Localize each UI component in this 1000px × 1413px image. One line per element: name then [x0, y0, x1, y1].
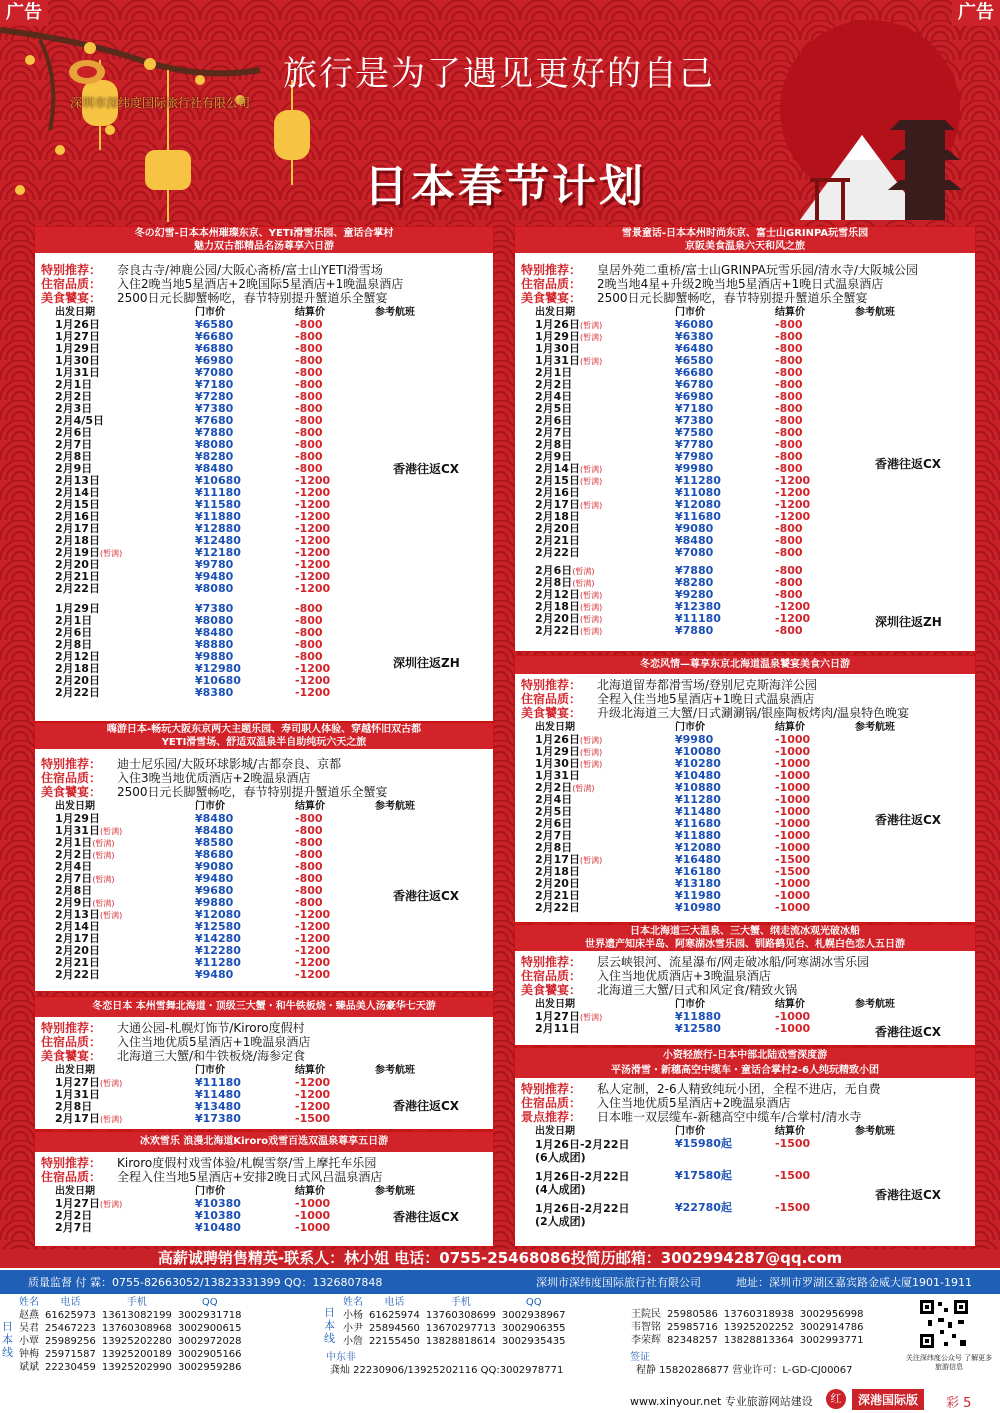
group-label: 日本线	[2, 1320, 13, 1359]
flight-label: 香港往返CX	[393, 1099, 460, 1113]
table-row: 1月30日(暂满) ¥10280 -1000	[535, 757, 811, 770]
table-row: 2月15日 ¥11580 -1200	[55, 498, 331, 511]
table-row: 2月14日 ¥12580 -1200	[55, 920, 331, 933]
table-row: 2月2日 ¥10380 -1000	[55, 1209, 331, 1222]
footer-bar	[0, 1272, 1000, 1294]
tour-title: 嗨游日本-畅玩大阪东京两大主题乐园、寿司职人体验、穿越怀旧双古都 YETI滑雪场、舒适双温泉半自助纯玩六天之旅	[35, 723, 493, 749]
table-row: 2月18日 ¥16180 -1500	[535, 865, 811, 878]
tour-title: 小资轻旅行-日本中部北陆戏雪深度游 平汤滑雪・新穗高空中缆车・童话合掌村2-6人纯玩精致小团	[515, 1048, 975, 1078]
special-text: 皇居外苑二重桥/富士山GRINPA玩雪乐园/清水寺/大阪城公园	[597, 263, 918, 277]
hotel-text: 入住2晚当地5星酒店+2晚国际5星酒店+1晚温泉酒店	[117, 277, 404, 291]
table-row: 2月7日(暂满) ¥9480 -800	[55, 872, 323, 885]
table-row: 2月4日 ¥9080 -800	[55, 860, 323, 873]
table-row: 2月6日 ¥7380 -800	[535, 414, 803, 427]
food-text: 2500日元长脚蟹畅吃，春节特别提升蟹道乐全蟹宴	[117, 785, 388, 799]
table-header: 出发日期 门市价 结算价 参考航班	[55, 307, 415, 318]
food-text: 升级北海道三大蟹/日式涮涮锅/银座陶板烤肉/温泉特色晚宴	[597, 706, 910, 720]
table-row: 2月22日 ¥8080 -1200	[55, 582, 331, 595]
hotel-text: 入住3晚当地优质酒店+2晚温泉酒店	[117, 771, 311, 785]
page-title: 日本春节计划	[364, 161, 646, 212]
hotel-text: 入住当地优质酒店+3晚温泉酒店	[597, 969, 771, 983]
table-row: 2月17日(暂满) ¥16480 -1500	[535, 853, 811, 866]
table-row: 2月15日(暂满) ¥11280 -1200	[535, 474, 811, 487]
table-row: 2月14日 ¥11180 -1200	[55, 486, 331, 499]
table-row: 2月1日 ¥6680 -800	[535, 366, 803, 379]
hotel-text: 2晚当地4星+升级2晚当地5星酒店+1晚日式温泉酒店	[597, 277, 884, 291]
table-header: 出发日期 门市价 结算价 参考航班	[535, 1126, 895, 1137]
table-row: 2月9日 ¥8480 -800	[55, 462, 323, 475]
table-row: 2月1日 ¥7180 -800	[55, 378, 323, 391]
special-text: 奈良古寺/神鹿公园/大阪心斋桥/富士山YETI滑雪场	[117, 263, 383, 277]
special-text: 私人定制，2-6人精致纯玩小团，全程不进店，无自费	[597, 1082, 881, 1096]
table-row: 2月6日 ¥7880 -800	[55, 426, 323, 439]
table-row: 2月19日(暂满) ¥12180 -1200	[55, 546, 331, 559]
table-row: 2月14日(暂满) ¥9980 -800	[535, 462, 803, 475]
quality-line: 质量监督 付 霖：0755-82663052/13823331399 QQ：1326807848	[28, 1276, 383, 1289]
table-row: 1月31日 ¥7080 -800	[55, 366, 323, 379]
table-row: 1月26日 ¥6580 -800	[55, 318, 323, 331]
hotel-text: 全程入住当地5星酒店+1晚日式温泉酒店	[597, 692, 815, 706]
table-row: 2月17日 ¥12880 -1200	[55, 522, 331, 535]
table-row: 2月18日 ¥12480 -1200	[55, 534, 331, 547]
group-label: 签证	[630, 1352, 650, 1363]
contact-row: 李荣辉 82348257 13828813364 3002993771	[631, 1335, 864, 1346]
table-row: 2月5日 ¥11480 -1000	[535, 805, 811, 818]
table-row: 2月22日 ¥8380 -1200	[55, 686, 331, 699]
edition-label: 深港国际版	[852, 1389, 924, 1410]
table-row: 1月27日(暂满) ¥10380 -1000	[55, 1197, 331, 1210]
table-row: 2月21日 ¥8480 -800	[535, 534, 803, 547]
group-label: 中东非	[326, 1352, 356, 1363]
table-row: 2月20日 ¥9780 -1200	[55, 558, 331, 571]
table-row: 2月8日 ¥12080 -1000	[535, 841, 811, 854]
tour-title: 冬恋日本 本州雪舞北海道・顶级三大蟹・和牛铁板烧・臻品美人汤豪华七天游	[35, 997, 493, 1017]
table-row: 2月17日(暂满) ¥12080 -1200	[535, 498, 811, 511]
table-row: 2月9日(暂满) ¥9880 -800	[55, 896, 323, 909]
table-row: 1月31日(暂满) ¥6580 -800	[535, 354, 803, 367]
tour-card-6: 冬恋风情—尊享东京北海道温泉饕宴美食六日游 特别推荐： 北海道留寿都滑雪场/登别尼克斯海洋公园 住宿品质： 全程入住当地5星酒店+1晚日式温泉酒店 美食饕宴： 升级北海道三大蟹/日式涮涮锅/银座陶板烤肉/温泉特色晚宴 出发日期 门市价 结算价 参考航班 1月26日(暂满) ¥9980 -1000 1月29日(暂满) ¥10080 -1000 1月30日(暂满) ¥10280 -1000 1月31日 ¥10480 -1000 2月2日(暂满) ¥10880 -1000 2月4日 ¥11280 -1000 2月5日 ¥11480 -1000 2月6日 ¥11680 -1000 2月7日 ¥11880 -1000 2月8日 ¥12080 -1000 2月17日(暂满) ¥16480 -1500 2月18日 ¥16180 -1500 2月20日 ¥13180 -1000 2月21日 ¥11980 -1000 2月22日 ¥10980 -1000 香港往返CX	[514, 655, 976, 923]
table-row: 2月4日 ¥6980 -800	[535, 390, 803, 403]
table-header: 出发日期 门市价 结算价 参考航班	[535, 307, 895, 318]
ad-tag: 广告	[0, 0, 48, 26]
table-row: 2月13日(暂满) ¥12080 -1200	[55, 908, 331, 921]
price-table	[35, 603, 493, 699]
table-row: 1月26日(暂满) ¥9980 -1000	[535, 733, 811, 746]
table-row: 1月26日(暂满) ¥6080 -800	[535, 318, 803, 331]
table-row: 1月27日 ¥6680 -800	[55, 330, 323, 343]
ad-tag: 广告	[952, 0, 1000, 26]
page-number: 彩 5	[946, 1396, 972, 1411]
company-full: 深圳市深纬度国际旅行社有限公司	[536, 1276, 701, 1289]
qr-caption: 关注深纬度公众号 了解更多旅游信息	[905, 1354, 993, 1371]
special-text: 大通公园-札幌灯饰节/Kiroro度假村	[117, 1021, 305, 1035]
table-row: 1月27日(暂满) ¥11180 -1200	[55, 1076, 331, 1089]
special-text: Kiroro度假村戏雪体验/札幌雪祭/雪上摩托车乐园	[117, 1156, 377, 1170]
table-row: 2月12日(暂满) ¥9280 -800	[535, 588, 803, 601]
recruit-banner: 高薪诚聘销售精英-联系人：林小姐 电话：0755-25468086投简历邮箱：3002994287@qq.com	[0, 1249, 1000, 1268]
table-row: 2月6日 ¥8480 -800	[55, 626, 323, 639]
company-logo	[66, 56, 108, 92]
flight-label: 香港往返CX	[875, 813, 942, 827]
tour-title: 冬の幻雪-日本本州璀璨东京、YETI滑雪乐园、童话合掌村 魅力双古都精品名汤尊享六日游	[35, 227, 493, 253]
zhongdong-contact: 龚灿 22230906/13925202116 QQ:3002978771	[330, 1365, 564, 1376]
special-text: 北海道留寿都滑雪场/登别尼克斯海洋公园	[597, 678, 818, 692]
table-row: 2月18日 ¥12980 -1200	[55, 662, 331, 675]
contact-footer	[0, 1270, 1000, 1380]
flight-label: 深圳往返ZH	[875, 615, 942, 629]
table-row: 2月1日(暂满) ¥8580 -800	[55, 836, 323, 849]
visa-contact: 程静 15820286877 营业许可：L-GD-CJ00067	[636, 1365, 853, 1376]
tour-card-4: 冰欢雪乐 浪漫北海道Kiroro戏雪百选双温泉尊享五日游 特别推荐： Kiroro度假村戏雪体验/札幌雪祭/雪上摩托车乐园 住宿品质： 全程入住当地5星酒店+安排2晚日式风吕温泉酒店 出发日期 门市价 结算价 参考航班 1月27日(暂满) ¥10380 -1000 2月2日 ¥10380 -1000 2月7日 ¥10480 -1000 香港往返CX	[34, 1131, 494, 1247]
contact-row: 吴君 25467223 13760308968 3002900615	[19, 1323, 242, 1334]
table-row: 2月12日 ¥9880 -800	[55, 650, 323, 663]
table-row: 2月21日 ¥9480 -1200	[55, 570, 331, 583]
table-row: 2月8日 ¥7780 -800	[535, 438, 803, 451]
hotel-text: 入住当地优质5星酒店+1晚温泉酒店	[117, 1035, 311, 1049]
tour-card-5: 雪景童话-日本本州时尚东京、富士山GRINPA玩雪乐园 京阪美食温泉六天和风之旅 特别推荐： 皇居外苑二重桥/富士山GRINPA玩雪乐园/清水寺/大阪城公园 住宿品质： 2晚当地4星+升级2晚当地5星酒店+1晚日式温泉酒店 美食饕宴： 2500日元长脚蟹畅吃，春节特别提升蟹道乐全蟹宴 出发日期 门市价 结算价 参考航班 1月26日(暂满) ¥6080 -800 1月29日(暂满) ¥6380 -800 1月30日 ¥6480 -800 1月31日(暂满) ¥6580 -800 2月1日 ¥6680 -800 2月2日 ¥6780 -800 2月4日 ¥6980 -800 2月5日 ¥7180 -800 2月6日 ¥7380 -800 2月7日 ¥7580 -800 2月8日 ¥7780 -800 2月9日 ¥7980 -800 2月14日(暂满) ¥9980 -800 2月15日(暂满) ¥11280 -1200 2月16日 ¥11080 -1200 2月17日(暂满) ¥12080 -1200 2月18日 ¥11680 -1200 2月20日 ¥9080 -800 2月21日 ¥8480 -800 2月22日 ¥7080 -800 香港往返CX 2月6日(暂满) ¥7880 -800 2月8日(暂满) ¥8280 -800 2月12日(暂满) ¥9280 -800 2月18日(暂满) ¥12380 -1200 2月20日(暂满) ¥11180 -1200 2月22日(暂满) ¥7880 -800 深圳往返ZH	[514, 226, 976, 652]
table-row: 2月13日 ¥10680 -1200	[55, 474, 331, 487]
table-row: 1月29日 ¥8480 -800	[55, 812, 323, 825]
table-row: 2月17日 ¥14280 -1200	[55, 932, 331, 945]
tour-card-8: 小资轻旅行-日本中部北陆戏雪深度游 平汤滑雪・新穗高空中缆车・童话合掌村2-6人纯玩精致小团 特别推荐： 私人定制，2-6人精致纯玩小团，全程不进店，无自费 住宿品质： 入住当地优质5星酒店+2晚温泉酒店 景点推荐： 日本唯一双层缆车-新穗高空中缆车/合掌村/清水寺 出发日期 门市价 结算价 参考航班 1月26日-2月22日 (6人成团) ¥15980起 -1500 1月26日-2月22日 (4人成团) ¥17580起 -1500 1月26日-2月22日 (2人成团) ¥22780起 -1500 香港往返CX	[514, 1047, 976, 1247]
table-row: 1月31日(暂满) ¥8480 -800	[55, 824, 323, 837]
flight-label: 香港往返CX	[875, 1188, 942, 1202]
contact-row: 小覃 25989256 13925202280 3002972028	[19, 1336, 242, 1347]
table-row: 2月16日 ¥11080 -1200	[535, 486, 811, 499]
flight-label: 香港往返CX	[393, 889, 460, 903]
slogan: 旅行是为了遇见更好的自己	[283, 54, 715, 94]
contact-table: 姓名 电话 手机 QQ 小杨 61625974 13760308699 3002938967 小尹 25894560 13670297713 3002906355 小詹 22155450 13828818614 3002935435	[340, 1296, 569, 1348]
table-row: 2月2日 ¥6780 -800	[535, 378, 803, 391]
table-row: 2月6日 ¥11680 -1000	[535, 817, 811, 830]
tour-title: 雪景童话-日本本州时尚东京、富士山GRINPA玩雪乐园 京阪美食温泉六天和风之旅	[515, 227, 975, 253]
table-row: 1月26日-2月22日 (6人成团) ¥15980起 -1500	[535, 1137, 811, 1164]
table-row: 2月21日 ¥11980 -1000	[535, 889, 811, 902]
table-header: 出发日期 门市价 结算价 参考航班	[535, 999, 895, 1010]
table-row: 2月6日(暂满) ¥7880 -800	[535, 564, 803, 577]
table-row: 2月8日 ¥13480 -1200	[55, 1100, 331, 1113]
table-row: 2月22日 ¥7080 -800	[535, 546, 803, 559]
price-table	[35, 319, 493, 595]
contact-row: 钟梅 25971587 13925200189 3002905166	[19, 1349, 242, 1360]
contact-row: 王院民 25980586 13760318938 3002956998	[631, 1309, 864, 1320]
table-row: 1月29日 ¥7380 -800	[55, 602, 323, 615]
table-row: 2月16日 ¥11880 -1200	[55, 510, 331, 523]
contact-row: 赵燕 61625973 13613082199 3002931718	[19, 1310, 242, 1321]
flight-label: 香港往返CX	[875, 457, 942, 471]
food-text: 北海道三大蟹/和牛铁板烧/海参定食	[117, 1049, 306, 1063]
table-row: 1月27日(暂满) ¥11880 -1000	[535, 1010, 811, 1023]
table-row: 2月20日 ¥13180 -1000	[535, 877, 811, 890]
table-row: 1月30日 ¥6980 -800	[55, 354, 323, 367]
table-row: 2月21日 ¥11280 -1200	[55, 956, 331, 969]
table-row: 2月8日 ¥9680 -800	[55, 884, 323, 897]
tour-card-3: 冬恋日本 本州雪舞北海道・顶级三大蟹・和牛铁板烧・臻品美人汤豪华七天游 特别推荐： 大通公园-札幌灯饰节/Kiroro度假村 住宿品质： 入住当地优质5星酒店+1晚温泉酒店 美食饕宴： 北海道三大蟹/和牛铁板烧/海参定食 出发日期 门市价 结算价 参考航班 1月27日(暂满) ¥11180 -1200 1月31日 ¥11480 -1200 2月8日 ¥13480 -1200 2月17日(暂满) ¥17380 -1500 香港往返CX	[34, 996, 494, 1130]
table-row: 1月30日 ¥6480 -800	[535, 342, 803, 355]
price-table	[515, 319, 975, 559]
tour-card-2: 嗨游日本-畅玩大阪东京两大主题乐园、寿司职人体验、穿越怀旧双古都 YETI滑雪场、舒适双温泉半自助纯玩六天之旅 特别推荐： 迪士尼乐园/大阪环球影城/古都奈良、京都 住宿品质： 入住3晚当地优质酒店+2晚温泉酒店 美食饕宴： 2500日元长脚蟹畅吃，春节特别提升蟹道乐全蟹宴 出发日期 门市价 结算价 参考航班 1月29日 ¥8480 -800 1月31日(暂满) ¥8480 -800 2月1日(暂满) ¥8580 -800 2月2日(暂满) ¥8680 -800 2月4日 ¥9080 -800 2月7日(暂满) ¥9480 -800 2月8日 ¥9680 -800 2月9日(暂满) ¥9880 -800 2月13日(暂满) ¥12080 -1200 2月14日 ¥12580 -1200 2月17日 ¥14280 -1200 2月20日 ¥12280 -1200 2月21日 ¥11280 -1200 2月22日 ¥9480 -1200 香港往返CX	[34, 722, 494, 992]
contact-row: 斌斌 22230459 13925202990 3002959286	[19, 1362, 242, 1373]
table-row: 1月29日(暂满) ¥10080 -1000	[535, 745, 811, 758]
table-row: 1月29日(暂满) ¥6380 -800	[535, 330, 803, 343]
table-row: 2月8日 ¥8880 -800	[55, 638, 323, 651]
table-row: 2月11日 ¥12580 -1000	[535, 1022, 811, 1035]
contact-row: 小杨 61625974 13760308699 3002938967	[343, 1310, 566, 1321]
table-row: 1月26日-2月22日 (4人成团) ¥17580起 -1500	[535, 1169, 811, 1196]
table-row: 1月26日-2月22日 (2人成团) ¥22780起 -1500	[535, 1201, 811, 1228]
table-row: 2月3日 ¥7380 -800	[55, 402, 323, 415]
table-row: 2月1日 ¥8080 -800	[55, 614, 323, 627]
scenic-text: 日本唯一双层缆车-新穗高空中缆车/合掌村/清水寺	[597, 1110, 862, 1124]
table-row: 2月2日(暂满) ¥10880 -1000	[535, 781, 811, 794]
table-row: 2月8日(暂满) ¥8280 -800	[535, 576, 803, 589]
table-row: 2月4日 ¥11280 -1000	[535, 793, 811, 806]
table-row: 2月22日(暂满) ¥7880 -800	[535, 624, 803, 637]
table-header: 出发日期 门市价 结算价 参考航班	[55, 1065, 415, 1076]
tour-title: 冰欢雪乐 浪漫北海道Kiroro戏雪百选双温泉尊享五日游	[35, 1132, 493, 1152]
table-row: 2月18日 ¥11680 -1200	[535, 510, 811, 523]
table-row: 2月20日 ¥12280 -1200	[55, 944, 331, 957]
address: 地址：深圳市罗湖区嘉宾路金威大厦1901-1911	[736, 1276, 972, 1289]
table-row: 2月4/5日 ¥7680 -800	[55, 414, 323, 427]
table-row: 2月7日 ¥10480 -1000	[55, 1221, 331, 1234]
food-text: 2500日元长脚蟹畅吃，春节特别提升蟹道乐全蟹宴	[597, 291, 868, 305]
table-row: 2月22日 ¥9480 -1200	[55, 968, 331, 981]
contact-row: 小詹 22155450 13828818614 3002935435	[343, 1336, 566, 1347]
tour-card-7: 日本北海道三大温泉、三大蟹、纲走流冰观光破冰船 世界遗产知床半岛、阿寒湖冰雪乐园、钏路鹤见台、札幌白色恋人五日游 特别推荐： 层云峡银河、流星瀑布/网走破冰船/阿寒湖冰雪乐园 住宿品质： 入住当地优质酒店+3晚温泉酒店 美食饕宴： 北海道三大蟹/日式和风定食/精致火锅 出发日期 门市价 结算价 参考航班 1月27日(暂满) ¥11880 -1000 2月11日 ¥12580 -1000 香港往返CX	[514, 924, 976, 1046]
company-name: 深圳市深纬度国际旅行社有限公司	[70, 96, 251, 110]
table-row: 2月8日 ¥8280 -800	[55, 450, 323, 463]
bottom-bar	[0, 1384, 1000, 1413]
table-row: 2月20日 ¥9080 -800	[535, 522, 803, 535]
table-row: 2月22日 ¥10980 -1000	[535, 901, 811, 914]
qr-code-icon	[918, 1298, 970, 1350]
group-label: 日本线	[324, 1306, 335, 1345]
contact-row: 韦智铭 25985716 13925202252 3002914786	[631, 1322, 864, 1333]
table-header: 出发日期 门市价 结算价 参考航班	[55, 801, 415, 812]
tour-card-1: 冬の幻雪-日本本州璀璨东京、YETI滑雪乐园、童话合掌村 魅力双古都精品名汤尊享六日游 特别推荐： 奈良古寺/神鹿公园/大阪心斋桥/富士山YETI滑雪场 住宿品质： 入住2晚当地5星酒店+2晚国际5星酒店+1晚温泉酒店 美食饕宴： 2500日元长脚蟹畅吃，春节特别提升蟹道乐全蟹宴 出发日期 门市价 结算价 参考航班 1月26日 ¥6580 -800 1月27日 ¥6680 -800 1月29日 ¥6880 -800 1月30日 ¥6980 -800 1月31日 ¥7080 -800 2月1日 ¥7180 -800 2月2日 ¥7280 -800 2月3日 ¥7380 -800 2月4/5日 ¥7680 -800 2月6日 ¥7880 -800 2月7日 ¥8080 -800 2月8日 ¥8280 -800 2月9日 ¥8480 -800 2月13日 ¥10680 -1200 2月14日 ¥11180 -1200 2月15日 ¥11580 -1200 2月16日 ¥11880 -1200 2月17日 ¥12880 -1200 2月18日 ¥12480 -1200 2月19日(暂满) ¥12180 -1200 2月20日 ¥9780 -1200 2月21日 ¥9480 -1200 2月22日 ¥8080 -1200 香港往返CX 1月29日 ¥7380 -800 2月1日 ¥8080 -800 2月6日 ¥8480 -800 2月8日 ¥8880 -800 2月12日 ¥9880 -800 2月18日 ¥12980 -1200 2月20日 ¥10680 -1200 2月22日 ¥8380 -1200 深圳往返ZH	[34, 226, 494, 722]
table-row: 2月5日 ¥7180 -800	[535, 402, 803, 415]
special-text: 迪士尼乐园/大阪环球影城/古都奈良、京都	[117, 757, 342, 771]
hotel-text: 入住当地优质5星酒店+2晚温泉酒店	[597, 1096, 791, 1110]
table-row: 2月9日 ¥7980 -800	[535, 450, 803, 463]
table-row: 1月29日 ¥6880 -800	[55, 342, 323, 355]
hotel-text: 全程入住当地5星酒店+安排2晚日式风吕温泉酒店	[117, 1170, 383, 1184]
table-row: 2月17日(暂满) ¥17380 -1500	[55, 1112, 331, 1125]
table-row: 1月31日 ¥10480 -1000	[535, 769, 811, 782]
table-header: 出发日期 门市价 结算价 参考航班	[535, 722, 895, 733]
flight-label: 香港往返CX	[875, 1025, 942, 1039]
food-text: 2500日元长脚蟹畅吃，春节特别提升蟹道乐全蟹宴	[117, 291, 388, 305]
badge-icon: 红	[826, 1389, 846, 1409]
food-text: 北海道三大蟹/日式和风定食/精致火锅	[597, 983, 798, 997]
tour-title: 冬恋风情—尊享东京北海道温泉饕宴美食六日游	[515, 656, 975, 674]
contact-table	[628, 1308, 867, 1347]
table-row: 2月7日 ¥8080 -800	[55, 438, 323, 451]
table-row: 2月18日(暂满) ¥12380 -1200	[535, 600, 811, 613]
table-row: 2月20日(暂满) ¥11180 -1200	[535, 612, 811, 625]
contact-table: 姓名 电话 手机 QQ 赵燕 61625973 13613082199 3002931718 吴君 25467223 13760308968 3002900615 小覃 25989256 13925202280 3002972028 钟梅 25971587 13925200189 3002905166 斌斌 22230459 13925202990 3002959286	[16, 1296, 245, 1374]
table-row: 2月20日 ¥10680 -1200	[55, 674, 331, 687]
special-text: 层云峡银河、流星瀑布/网走破冰船/阿寒湖冰雪乐园	[597, 955, 870, 969]
tour-title: 日本北海道三大温泉、三大蟹、纲走流冰观光破冰船 世界遗产知床半岛、阿寒湖冰雪乐园、钏路鹤见台、札幌白色恋人五日游	[515, 925, 975, 951]
table-row: 2月2日 ¥7280 -800	[55, 390, 323, 403]
flight-label: 香港往返CX	[393, 462, 460, 476]
table-row: 2月7日 ¥11880 -1000	[535, 829, 811, 842]
table-row: 2月2日(暂满) ¥8680 -800	[55, 848, 323, 861]
website: www.xinyour.net 专业旅游网站建设	[630, 1395, 813, 1408]
contact-row: 小尹 25894560 13670297713 3002906355	[343, 1323, 566, 1334]
flight-label: 香港往返CX	[393, 1210, 460, 1224]
table-header: 出发日期 门市价 结算价 参考航班	[55, 1186, 415, 1197]
flight-label: 深圳往返ZH	[393, 656, 460, 670]
table-row: 1月31日 ¥11480 -1200	[55, 1088, 331, 1101]
table-row: 2月7日 ¥7580 -800	[535, 426, 803, 439]
